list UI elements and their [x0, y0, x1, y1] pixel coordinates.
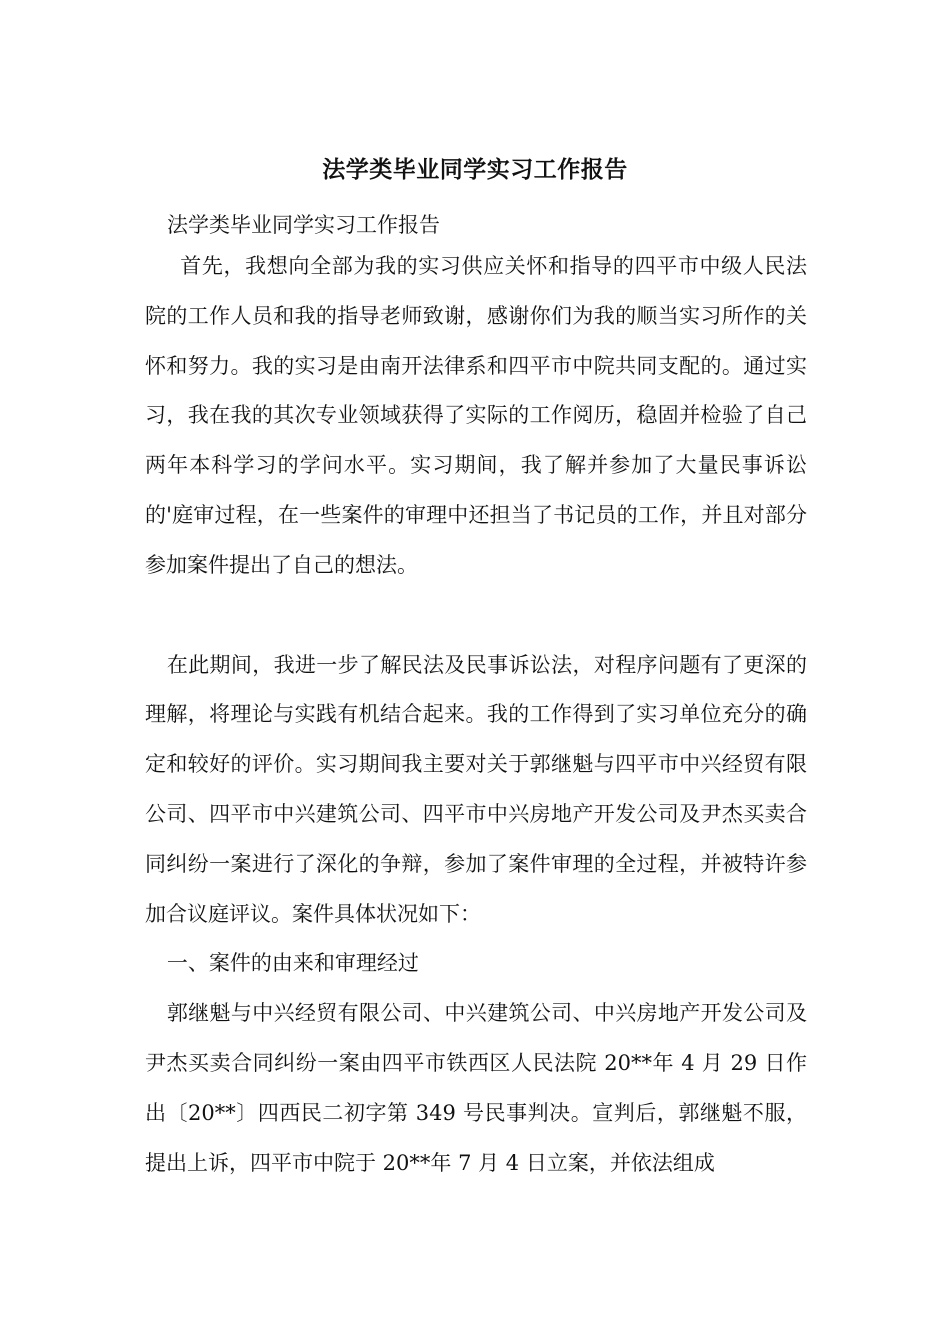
document-subtitle: 法学类毕业同学实习工作报告: [167, 213, 440, 237]
paragraph-gap: [145, 591, 807, 641]
paragraph-acknowledgement: 首先，我想向全部为我的实习供应关怀和指导的四平市中级人民法院的工作人员和我的指导老师致谢，感谢你们为我的顺当实习所作的关怀和努力。我的实习是由南开法律系和四平市中院共同支配的。通过实习，我在我的其次专业领域获得了实际的工作阅历，稳固并检验了自己两年本科学习的学问水平。实习期间，我了解并参加了大量民事诉讼的'庭审过程，在一些案件的审理中还担当了书记员的工作，并且对部分参加案件提出了自己的想法。: [145, 254, 807, 577]
paragraph-case-details: 郭继魁与中兴经贸有限公司、中兴建筑公司、中兴房地产开发公司及尹杰买卖合同纠纷一案由四平市铁西区人民法院 20**年 4 月 29 日作出〔20**〕四西民二初字第 349 号民事判决。宣判后，郭继魁不服，提出上诉，四平市中院于 20**年 7 月 4 日立案，并依法组成: [145, 1001, 807, 1175]
document-body: [145, 208, 807, 1188]
paragraph-internship-summary: 在此期间，我进一步了解民法及民事诉讼法，对程序问题有了更深的理解，将理论与实践有机结合起来。我的工作得到了实习单位充分的确定和较好的评价。实习期间我主要对关于郭继魁与四平市中兴经贸有限公司、四平市中兴建筑公司、四平市中兴房地产开发公司及尹杰买卖合同纠纷一案进行了深化的争辩，参加了案件审理的全过程，并被特许参加合议庭评议。案件具体状况如下：: [145, 652, 807, 926]
section-heading-case-origin: 一、案件的由来和审理经过: [166, 951, 419, 976]
document-title: 法学类毕业同学实习工作报告: [322, 156, 628, 183]
